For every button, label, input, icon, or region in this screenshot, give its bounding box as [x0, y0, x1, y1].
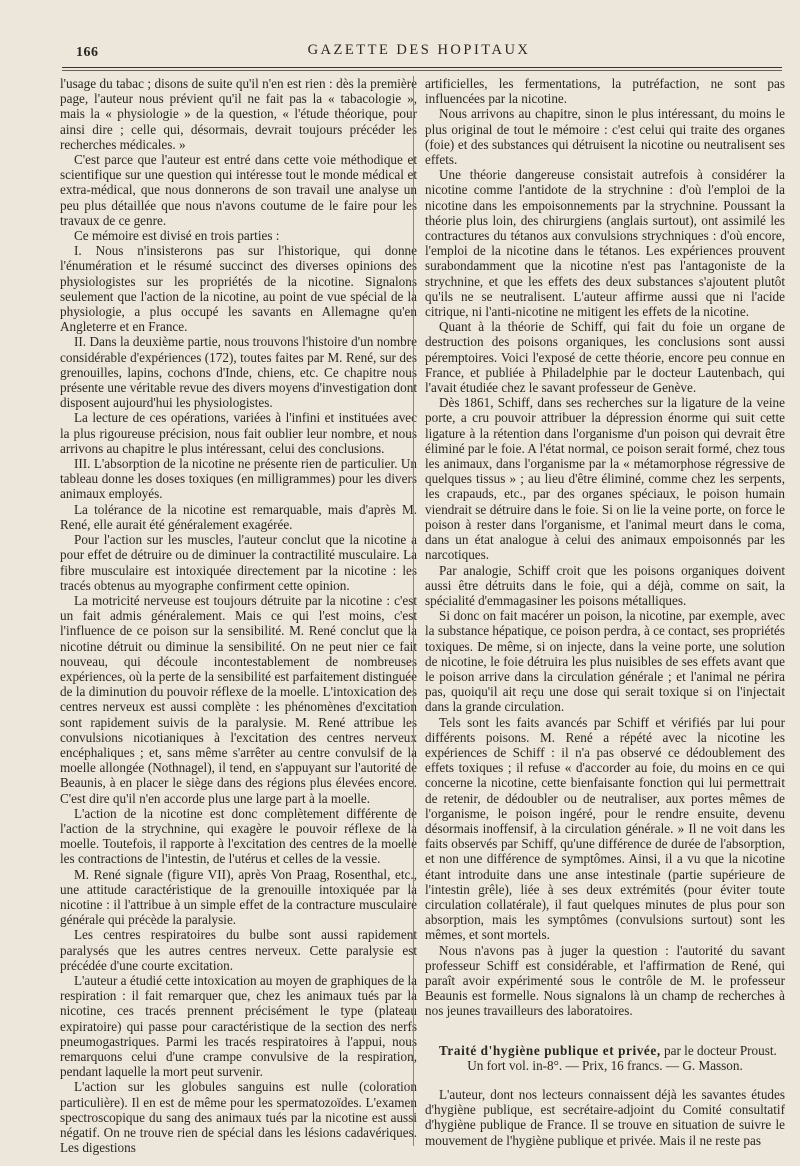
paragraph: L'auteur a étudié cette intoxication au moyen de graphiques de la respiration : il fait remarquer que, chez les animaux tués par la nicotine, ces tracés prennent précisément le type (plateau expiratoire) qui passe pour caractéristique de la section des nerfs pneumogastriques. Parmi les tracés respiratoires à l'appui, nous remarquons celui d'une crampe convulsive de la respiration, pendant laquelle la mort peut survenir. [60, 972, 417, 1080]
paragraph: La tolérance de la nicotine est remarquable, mais d'après M. René, elle aurait été généralement exagérée. [60, 501, 417, 532]
review-body: L'auteur, dont nos lecteurs connaissent déjà les savantes études d'hygiène publique, est secrétaire-adjoint du Comité consultatif d'hygiène publique de France. Il se trouve en situation de suivre le mouvement de l'hygiène publique et privée. Mais il ne reste pas [425, 1087, 785, 1148]
review-title: Traité d'hygiène publique et privée, [439, 1042, 661, 1058]
paragraph: artificielles, les fermentations, la putréfaction, ne sont pas influencées par la nicotine. [425, 76, 785, 107]
paragraph: La motricité nerveuse est toujours détruite par la nicotine : c'est un fait admis généralement. Mais ce qui l'est moins, c'est l'influence de ce poison sur la sensibilité. M. René conclut que la nicotine détruit ou diminue la sensibilité. On ne peut nier ce fait nouveau, qui découle incontestablement de nombreuses expériences, où la perte de la sensibilité est parfaitement distinguée de la diminution du pouvoir réflexe de la moelle. L'intoxication des centres nerveux est aussi complète : les phénomènes d'excitation sont rapidement suivis de la paralysie. M. René attribue les convulsions nicotianiques à l'excitation des centres nerveux encéphaliques ; et, sans même s'arrêter au centre convulsif de la moelle allongée (Nothnagel), il tend, en s'appuyant sur l'autorité de Beaunis, à en placer le siège dans des régions plus élevées encore. C'est dire qu'il n'en accorde plus une large part à la moelle. [60, 592, 417, 806]
paragraph: C'est parce que l'auteur est entré dans cette voie méthodique et scientifique sur une question qui intéresse tout le monde médical et extra-médical, que nous donnerons de son travail une analyse un peu plus détaillée que nous n'avons coutume de le faire pour les travaux de ce genre. [60, 152, 417, 228]
paragraph: Quant à la théorie de Schiff, qui fait du foie un organe de destruction des poisons organiques, les conclusions sont aussi péremptoires. Voici l'exposé de cette théorie, encore peu connue en France, et publiée à Philadelphie par le docteur Lautenbach, qui l'avait étudiée chez le savant professeur de Genève. [425, 319, 785, 396]
left-column [60, 76, 417, 1155]
paragraph: Si donc on fait macérer un poison, la nicotine, par exemple, avec la substance hépatique, ce poison perdra, à ce contact, ses propriétés toxiques. De même, si on injecte, dans la veine porte, une solution de nicotine, le foie détruira les plus nuisibles de ses effets avant que le poison arrive dans la circulation générale ; et l'animal ne périra pas, quoiqu'il ait reçu une dose qui serait toxique si on l'injectait dans la grande circulation. [425, 608, 785, 715]
header-rule-secondary [62, 70, 782, 71]
paragraph: L'action sur les globules sanguins est nulle (coloration particulière). Il en est de même pour les spermatozoïdes. L'examen spectroscopique du sang des animaux tués par la nicotine est aussi négatif. On ne trouve rien de spécial dans les lésions cadavériques. Les digestions [60, 1079, 417, 1156]
review-author: par le docteur Proust. [660, 1042, 777, 1058]
paragraph: Nous arrivons au chapitre, sinon le plus intéressant, du moins le plus original de tout le mémoire : c'est celui qui traite des organes (foie) et des substances qui détruisent la nicotine ou neutralisent ses effets. [425, 106, 785, 168]
right-column [425, 76, 785, 1148]
paragraph: Par analogie, Schiff croit que les poisons organiques doivent aussi être détruits dans le foie, qui a déjà, comme on sait, la spécialité d'emmagasiner les poisons métalliques. [425, 562, 785, 608]
paragraph: La lecture de ces opérations, variées à l'infini et instituées avec la plus rigoureuse précision, nous fait oublier leur nombre, et nous arrivons au chapitre le plus intéressant, celui des conclusions. [60, 410, 417, 456]
paragraph: Tels sont les faits avancés par Schiff et vérifiés par lui pour différents poisons. M. René a répété avec la nicotine les expériences de Schiff : il n'a pas observé ce dédoublement des effets toxiques ; il refuse « d'accorder au foie, du moins en ce qui concerne la nicotine, cette bienfaisante fonction qui lui permettrait de retenir, de dédoubler ou de neutraliser, aux portes mêmes de l'organisme, le poison ingéré, pour le rendre ensuite, devenu désormais inoffensif, à la circulation générale. » Il ne voit dans les faits observés par Schiff, qu'une différence de durée de l'absorption, et non une différence de symptômes. Ainsi, il a vu que la nicotine étant introduite dans une anse intestinale (partie supérieure de l'intestin grêle), liée à ses deux extrémités (pour éviter toute circulation collatérale), il faut quelques minutes de plus pour son absorption, mais les symptômes (convulsions surtout) sont les mêmes, et sont mortels. [425, 714, 785, 943]
paragraph: III. L'absorption de la nicotine ne présente rien de particulier. Un tableau donne les doses toxiques (en milligrammes) pour les divers animaux employés. [60, 456, 417, 502]
paragraph: Une théorie dangereuse consistait autrefois à considérer la nicotine comme l'antidote de la strychnine : d'où l'emploi de la nicotine dans les empoisonnements par la strychnine. Poussant la théorie plus loin, des chirurgiens (anglais surtout), ont assimilé les contractures du tétanos aux convulsions strychniques : d'où encore, l'emploi de la nicotine dans le tétanos. Les expériences prouvent surabondamment que la nicotine n'est pas l'antagoniste de la strychnine, et que les effets des deux substances s'ajoutent plutôt qu'ils ne se neutralisent. L'auteur affirme aussi que ni l'acide citrique, ni l'anti-nicotine ne mitigent les effets de la nicotine. [425, 167, 785, 320]
paragraph: Dès 1861, Schiff, dans ses recherches sur la ligature de la veine porte, a cru pouvoir attribuer la dépression énorme qui suit cette ligature à la rétention dans l'organisme d'un poison qui devrait être éliminé par le foie. A l'état normal, ce poison serait formé, chez tous les animaux, dans l'organisme par la « métamorphose régressive de quelques tissus » ; au lieu d'être éliminé, comme chez les serpents, les crapauds, etc., par des organes spéciaux, le poison humain viendrait se détruire dans le foie. Si on lie la veine porte, on force le poison à rester dans l'organisme, et l'animal meurt dans le coma, dans un état analogue à celui des animaux empoisonnés par les narcotiques. [425, 395, 785, 563]
paragraph: Ce mémoire est divisé en trois parties : [74, 228, 280, 244]
paragraph: Pour l'action sur les muscles, l'auteur conclut que la nicotine a pour effet de détruire ou de diminuer la contractilité musculaire. La fibre musculaire est intoxiquée directement par la nicotine : les tracés obtenus au myographe confirment cette opinion. [60, 532, 417, 593]
paragraph: Nous n'avons pas à juger la question : l'autorité du savant professeur Schiff est considérable, et l'affirmation de René, qui paraît avoir expérimenté sous le contrôle de M. le professeur Beaunis est formelle. Nous signalons là un champ de recherches à nos jeunes travailleurs des laboratoires. [425, 942, 785, 1019]
paragraph: I. Nous n'insisterons pas sur l'historique, qui donne l'énumération et le résumé succinct des diverses opinions des physiologistes sur les propriétés de la nicotine. Signalons seulement que l'action de la nicotine, au point de vue spécial de la physiologie, a plus occupé les savants en Allemagne qu'en Angleterre et en France. [60, 243, 417, 335]
paragraph: Les centres respiratoires du bulbe sont aussi rapidement paralysés que les autres centres nerveux. Cette paralysie est précédée d'une courte excitation. [60, 927, 417, 973]
header-rule [62, 67, 782, 68]
paragraph: II. Dans la deuxième partie, nous trouvons l'histoire d'un nombre considérable d'expériences (172), toutes faites par M. René, sur des grenouilles, lapins, cochons d'Inde, chiens, etc. Ce chapitre nous présente une véritable revue des divers moyens d'investigation dont disposent aujourd'hui les physiologistes. [60, 334, 417, 411]
review-heading [425, 1043, 785, 1058]
page-number: 166 [76, 45, 99, 60]
page-header [60, 38, 778, 64]
review-publication: Un fort vol. in-8°. — Prix, 16 francs. — G. Masson. [467, 1057, 743, 1073]
column-divider [413, 76, 414, 1146]
paragraph: L'action de la nicotine est donc complètement différente de l'action de la strychnine, qui exagère le pouvoir réflexe de la moelle. Toutefois, il rapporte à l'excitation des centres de la moelle les contractions de l'intestin, de l'utérus et celles de la vessie. [60, 805, 417, 867]
running-title: GAZETTE DES HOPITAUX [307, 42, 531, 58]
paragraph: M. René signale (figure VII), après Von Praag, Rosenthal, etc., une attitude caractéristique de la grenouille intoxiquée par la nicotine : il l'attribue à un simple effet de la contracture musculaire générale qui précède la paralysie. [60, 866, 417, 928]
paragraph: l'usage du tabac ; disons de suite qu'il n'en est rien : dès la première page, l'auteur nous prévient qu'il ne fait pas la « tabacologie », mais la « physiologie » de la question, « l'étude théorique, pour ainsi dire ; celle qui, désormais, devrait toujours précéder les recherches médicales. » [60, 76, 417, 152]
